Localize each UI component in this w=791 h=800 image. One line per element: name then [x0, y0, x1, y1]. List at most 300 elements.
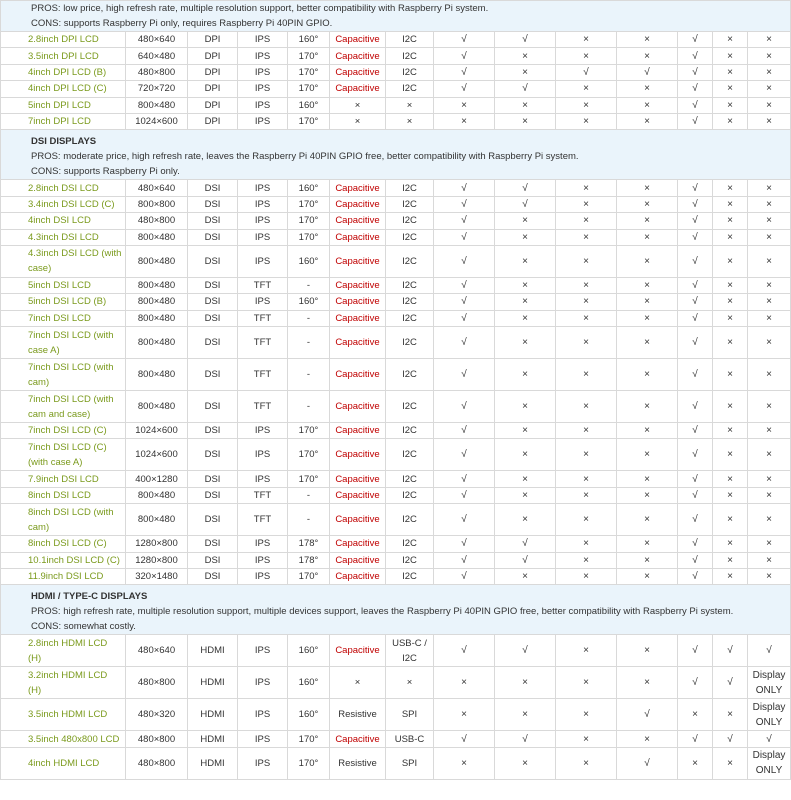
resolution-cell: 800×800 — [126, 196, 188, 212]
touch-interface-cell: I2C — [386, 32, 434, 48]
resolution-cell: 800×480 — [126, 487, 188, 503]
viewing-angle-cell: 170° — [288, 64, 330, 80]
support-mark-cell: √ — [434, 423, 495, 439]
interface-cell: DSI — [188, 196, 238, 212]
support-mark-cell: × — [617, 423, 678, 439]
interface-cell: DSI — [188, 180, 238, 196]
support-mark-cell: √ — [434, 180, 495, 196]
resolution-cell: 1024×600 — [126, 439, 188, 471]
product-link[interactable]: 4inch DPI LCD (B) — [1, 64, 126, 80]
support-mark-cell: × — [495, 277, 556, 293]
dpi-rows — [1, 32, 791, 130]
panel-type-cell: TFT — [238, 327, 288, 359]
product-link[interactable]: 10.1inch DSI LCD (C) — [1, 552, 126, 568]
support-mark-cell: √ — [434, 327, 495, 359]
touch-interface-cell: × — [386, 97, 434, 113]
product-link[interactable]: 4inch DSI LCD — [1, 213, 126, 229]
support-mark-cell: √ — [678, 635, 713, 667]
support-mark-cell: × — [617, 294, 678, 310]
support-mark-cell: × — [556, 180, 617, 196]
product-link[interactable]: 7inch DSI LCD (with cam and case) — [1, 391, 126, 423]
touch-interface-cell: I2C — [386, 391, 434, 423]
product-link[interactable]: 4.3inch DSI LCD (with case) — [1, 245, 126, 277]
resolution-cell: 320×1480 — [126, 569, 188, 585]
support-mark-cell: × — [617, 504, 678, 536]
support-mark-cell: × — [495, 294, 556, 310]
support-mark-cell: √ — [678, 310, 713, 326]
support-mark-cell: × — [495, 667, 556, 699]
product-link[interactable]: 3.5inch 480x800 LCD — [1, 731, 126, 747]
touch-type-cell: Capacitive — [330, 48, 386, 64]
support-mark-cell: × — [713, 180, 748, 196]
support-mark-cell: × — [556, 113, 617, 129]
support-mark-cell: √ — [434, 487, 495, 503]
viewing-angle-cell: - — [288, 277, 330, 293]
interface-cell: DSI — [188, 439, 238, 471]
table-row — [1, 213, 791, 229]
support-mark-cell: × — [748, 327, 791, 359]
interface-cell: DSI — [188, 569, 238, 585]
support-mark-cell: × — [713, 196, 748, 212]
product-link[interactable]: 4inch HDMI LCD — [1, 747, 126, 779]
interface-cell: DPI — [188, 81, 238, 97]
support-mark-cell: × — [617, 48, 678, 64]
viewing-angle-cell: 170° — [288, 213, 330, 229]
support-mark-cell: √ — [678, 213, 713, 229]
support-mark-cell: × — [556, 569, 617, 585]
support-mark-cell: × — [713, 310, 748, 326]
product-link[interactable]: 7inch DSI LCD (C) — [1, 423, 126, 439]
support-mark-cell: × — [748, 294, 791, 310]
support-mark-cell: √ — [678, 327, 713, 359]
touch-type-cell: × — [330, 113, 386, 129]
support-mark-cell: √ — [495, 635, 556, 667]
support-mark-cell: × — [678, 747, 713, 779]
support-mark-cell: × — [556, 48, 617, 64]
support-mark-cell: √ — [434, 552, 495, 568]
support-mark-cell: × — [617, 731, 678, 747]
interface-cell: DSI — [188, 229, 238, 245]
table-row — [1, 536, 791, 552]
touch-interface-cell: I2C — [386, 439, 434, 471]
panel-type-cell: IPS — [238, 196, 288, 212]
support-mark-cell: √ — [678, 113, 713, 129]
hdmi-rows — [1, 635, 791, 779]
support-mark-cell: √ — [434, 32, 495, 48]
interface-cell: HDMI — [188, 731, 238, 747]
support-mark-cell: √ — [678, 552, 713, 568]
viewing-angle-cell: - — [288, 487, 330, 503]
touch-type-cell: Capacitive — [330, 327, 386, 359]
support-mark-cell: × — [713, 64, 748, 80]
support-mark-cell: × — [495, 64, 556, 80]
touch-interface-cell: I2C — [386, 504, 434, 536]
support-mark-cell: √ — [434, 310, 495, 326]
table-row — [1, 747, 791, 779]
panel-type-cell: IPS — [238, 667, 288, 699]
support-mark-cell: × — [748, 391, 791, 423]
viewing-angle-cell: 170° — [288, 731, 330, 747]
viewing-angle-cell: 170° — [288, 229, 330, 245]
resolution-cell: 480×320 — [126, 699, 188, 731]
support-mark-cell: √ — [434, 213, 495, 229]
support-mark-cell: × — [748, 229, 791, 245]
table-row — [1, 113, 791, 129]
panel-type-cell: TFT — [238, 391, 288, 423]
panel-type-cell: IPS — [238, 423, 288, 439]
resolution-cell: 480×640 — [126, 32, 188, 48]
support-mark-cell: √ — [678, 245, 713, 277]
product-link[interactable]: 5inch DSI LCD (B) — [1, 294, 126, 310]
resolution-cell: 480×800 — [126, 731, 188, 747]
touch-interface-cell: SPI — [386, 747, 434, 779]
interface-cell: DSI — [188, 213, 238, 229]
product-link[interactable]: 8inch DSI LCD — [1, 487, 126, 503]
support-mark-cell: × — [495, 213, 556, 229]
support-mark-cell: × — [556, 552, 617, 568]
support-mark-cell: × — [713, 81, 748, 97]
touch-type-cell: Capacitive — [330, 32, 386, 48]
support-mark-cell: √ — [495, 81, 556, 97]
support-mark-cell: × — [713, 229, 748, 245]
product-link[interactable]: 2.8inch DSI LCD — [1, 180, 126, 196]
support-mark-cell: × — [617, 32, 678, 48]
resolution-cell: 1024×600 — [126, 423, 188, 439]
resolution-cell: 800×480 — [126, 391, 188, 423]
support-mark-cell: × — [748, 277, 791, 293]
panel-type-cell: TFT — [238, 277, 288, 293]
resolution-cell: 400×1280 — [126, 471, 188, 487]
support-mark-cell: √ — [678, 487, 713, 503]
resolution-cell: 640×480 — [126, 48, 188, 64]
panel-type-cell: IPS — [238, 439, 288, 471]
table-row — [1, 196, 791, 212]
support-mark-cell: × — [748, 439, 791, 471]
table-row — [1, 48, 791, 64]
product-link[interactable]: 7inch DPI LCD — [1, 113, 126, 129]
support-mark-cell: × — [713, 699, 748, 731]
viewing-angle-cell: 170° — [288, 439, 330, 471]
support-mark-cell: × — [556, 32, 617, 48]
support-mark-cell: × — [556, 294, 617, 310]
support-mark-cell: √ — [678, 439, 713, 471]
support-mark-cell: × — [748, 310, 791, 326]
support-mark-cell: √ — [434, 294, 495, 310]
touch-type-cell: Capacitive — [330, 180, 386, 196]
dpi-cons: CONS: supports Raspberry Pi only, requires Raspberry Pi 40PIN GPIO. — [31, 18, 333, 29]
support-mark-cell: √ — [678, 471, 713, 487]
support-mark-cell: × — [748, 423, 791, 439]
support-mark-cell: √ — [495, 180, 556, 196]
product-link[interactable]: 7inch DSI LCD (with cam) — [1, 359, 126, 391]
support-mark-cell: × — [748, 359, 791, 391]
support-mark-cell: × — [617, 536, 678, 552]
viewing-angle-cell: 160° — [288, 245, 330, 277]
touch-interface-cell: USB-C / I2C — [386, 635, 434, 667]
support-mark-cell: × — [617, 569, 678, 585]
interface-cell: DPI — [188, 64, 238, 80]
panel-type-cell: IPS — [238, 97, 288, 113]
hdmi-section-header — [1, 585, 791, 635]
touch-type-cell: Capacitive — [330, 196, 386, 212]
support-mark-cell: × — [713, 359, 748, 391]
support-mark-cell: √ — [434, 359, 495, 391]
support-mark-cell: × — [748, 569, 791, 585]
product-link[interactable]: 3.5inch DPI LCD — [1, 48, 126, 64]
product-link[interactable]: 7inch DSI LCD — [1, 310, 126, 326]
resolution-cell: 720×720 — [126, 81, 188, 97]
viewing-angle-cell: 160° — [288, 180, 330, 196]
support-mark-cell: × — [556, 327, 617, 359]
support-mark-cell: √ — [495, 196, 556, 212]
table-row — [1, 81, 791, 97]
support-mark-cell: √ — [678, 391, 713, 423]
interface-cell: DSI — [188, 391, 238, 423]
table-row — [1, 32, 791, 48]
interface-cell: DSI — [188, 310, 238, 326]
support-mark-cell: × — [495, 487, 556, 503]
viewing-angle-cell: 170° — [288, 113, 330, 129]
table-row — [1, 635, 791, 667]
product-link[interactable]: 8inch DSI LCD (with cam) — [1, 504, 126, 536]
support-mark-cell: √ — [678, 504, 713, 536]
support-mark-cell: √ — [678, 180, 713, 196]
support-mark-cell: × — [713, 504, 748, 536]
touch-type-cell: Capacitive — [330, 471, 386, 487]
panel-type-cell: TFT — [238, 310, 288, 326]
viewing-angle-cell: 160° — [288, 667, 330, 699]
touch-interface-cell: I2C — [386, 48, 434, 64]
support-mark-cell: × — [617, 359, 678, 391]
panel-type-cell: IPS — [238, 229, 288, 245]
resolution-cell: 480×800 — [126, 747, 188, 779]
hdmi-section-title: HDMI / TYPE-C DISPLAYS — [31, 591, 148, 603]
support-mark-cell: × — [495, 327, 556, 359]
support-mark-cell: × — [495, 423, 556, 439]
support-mark-cell: × — [713, 113, 748, 129]
product-link[interactable]: 11.9inch DSI LCD — [1, 569, 126, 585]
touch-interface-cell: I2C — [386, 64, 434, 80]
support-mark-cell: × — [748, 81, 791, 97]
support-mark-cell: √ — [434, 48, 495, 64]
interface-cell: DSI — [188, 327, 238, 359]
viewing-angle-cell: 170° — [288, 471, 330, 487]
support-mark-cell: × — [748, 32, 791, 48]
touch-type-cell: × — [330, 667, 386, 699]
interface-cell: DSI — [188, 423, 238, 439]
support-mark-cell: × — [556, 391, 617, 423]
support-mark-cell: × — [713, 471, 748, 487]
panel-type-cell: TFT — [238, 359, 288, 391]
support-mark-cell: √ — [678, 277, 713, 293]
touch-type-cell: Capacitive — [330, 310, 386, 326]
table-row — [1, 391, 791, 423]
table-row — [1, 180, 791, 196]
resolution-cell: 800×480 — [126, 310, 188, 326]
support-mark-cell: √ — [748, 731, 791, 747]
support-mark-cell: × — [617, 113, 678, 129]
support-mark-cell: √ — [434, 504, 495, 536]
support-mark-cell: × — [556, 536, 617, 552]
support-mark-cell: × — [556, 213, 617, 229]
panel-type-cell: IPS — [238, 64, 288, 80]
panel-type-cell: IPS — [238, 245, 288, 277]
product-link[interactable]: 8inch DSI LCD (C) — [1, 536, 126, 552]
touch-interface-cell: I2C — [386, 196, 434, 212]
product-link[interactable]: 3.4inch DSI LCD (C) — [1, 196, 126, 212]
touch-type-cell: Capacitive — [330, 64, 386, 80]
support-mark-cell: √ — [434, 81, 495, 97]
panel-type-cell: IPS — [238, 635, 288, 667]
touch-interface-cell: SPI — [386, 699, 434, 731]
touch-interface-cell: I2C — [386, 423, 434, 439]
support-mark-cell: √ — [678, 48, 713, 64]
product-link[interactable]: 2.8inch DPI LCD — [1, 32, 126, 48]
support-mark-cell: × — [556, 699, 617, 731]
viewing-angle-cell: 170° — [288, 48, 330, 64]
product-link[interactable]: 5inch DPI LCD — [1, 97, 126, 113]
support-mark-cell: × — [495, 504, 556, 536]
support-mark-cell: × — [748, 471, 791, 487]
support-mark-cell: √ — [434, 277, 495, 293]
dsi-cons: CONS: supports Raspberry Pi only. — [31, 166, 180, 178]
touch-type-cell: Capacitive — [330, 359, 386, 391]
support-mark-cell: √ — [678, 294, 713, 310]
touch-type-cell: Capacitive — [330, 229, 386, 245]
table-row — [1, 310, 791, 326]
support-mark-cell: × — [748, 64, 791, 80]
interface-cell: HDMI — [188, 747, 238, 779]
support-mark-cell: × — [495, 439, 556, 471]
interface-cell: DSI — [188, 359, 238, 391]
table-row — [1, 504, 791, 536]
panel-type-cell: IPS — [238, 747, 288, 779]
touch-interface-cell: I2C — [386, 229, 434, 245]
support-mark-cell: √ — [678, 667, 713, 699]
interface-cell: DSI — [188, 471, 238, 487]
panel-type-cell: IPS — [238, 32, 288, 48]
interface-cell: DSI — [188, 294, 238, 310]
table-row — [1, 245, 791, 277]
touch-interface-cell: × — [386, 667, 434, 699]
panel-type-cell: IPS — [238, 471, 288, 487]
support-mark-cell: √ — [434, 229, 495, 245]
support-mark-cell: × — [434, 699, 495, 731]
support-mark-cell: × — [748, 97, 791, 113]
support-mark-cell: √ — [678, 731, 713, 747]
product-link[interactable]: 7inch DSI LCD (C) (with case A) — [1, 439, 126, 471]
support-mark-cell: √ — [713, 667, 748, 699]
support-mark-cell: × — [713, 747, 748, 779]
panel-type-cell: IPS — [238, 81, 288, 97]
support-mark-cell: × — [556, 359, 617, 391]
viewing-angle-cell: - — [288, 359, 330, 391]
product-link[interactable]: 7.9inch DSI LCD — [1, 471, 126, 487]
support-mark-cell: √ — [748, 635, 791, 667]
product-link[interactable]: 4.3inch DSI LCD — [1, 229, 126, 245]
support-mark-cell: × — [495, 569, 556, 585]
support-mark-cell: × — [713, 32, 748, 48]
viewing-angle-cell: 170° — [288, 81, 330, 97]
panel-type-cell: IPS — [238, 294, 288, 310]
support-mark-cell: × — [617, 552, 678, 568]
product-link[interactable]: 3.5inch HDMI LCD — [1, 699, 126, 731]
table-row — [1, 439, 791, 471]
support-mark-cell: × — [713, 569, 748, 585]
hdmi-pros: PROS: high refresh rate, multiple resolution support, multiple devices support, leaves the Raspberry Pi 40PIN GPIO free, better compatibility with Raspberry Pi system. — [31, 606, 734, 618]
product-link[interactable]: 5inch DSI LCD — [1, 277, 126, 293]
support-mark-cell: × — [556, 439, 617, 471]
interface-cell: DPI — [188, 32, 238, 48]
resolution-cell: 480×800 — [126, 64, 188, 80]
touch-type-cell: Capacitive — [330, 439, 386, 471]
support-mark-cell: × — [678, 699, 713, 731]
support-mark-cell: × — [713, 391, 748, 423]
touch-type-cell: Capacitive — [330, 391, 386, 423]
table-row — [1, 97, 791, 113]
support-mark-cell: √ — [678, 229, 713, 245]
touch-type-cell: Capacitive — [330, 552, 386, 568]
table-row — [1, 277, 791, 293]
support-mark-cell: × — [617, 439, 678, 471]
resolution-cell: 480×640 — [126, 635, 188, 667]
viewing-angle-cell: - — [288, 504, 330, 536]
panel-type-cell: IPS — [238, 113, 288, 129]
touch-interface-cell: I2C — [386, 569, 434, 585]
touch-type-cell: Resistive — [330, 747, 386, 779]
product-link[interactable]: 4inch DPI LCD (C) — [1, 81, 126, 97]
support-mark-cell: × — [434, 747, 495, 779]
support-mark-cell: × — [495, 113, 556, 129]
support-mark-cell: √ — [678, 81, 713, 97]
support-mark-cell: × — [713, 48, 748, 64]
support-mark-cell: × — [556, 471, 617, 487]
touch-interface-cell: I2C — [386, 310, 434, 326]
touch-type-cell: Capacitive — [330, 569, 386, 585]
panel-type-cell: IPS — [238, 213, 288, 229]
support-mark-cell: × — [748, 504, 791, 536]
product-link[interactable]: 7inch DSI LCD (with case A) — [1, 327, 126, 359]
viewing-angle-cell: 170° — [288, 569, 330, 585]
viewing-angle-cell: - — [288, 327, 330, 359]
support-mark-cell: × — [713, 487, 748, 503]
resolution-cell: 800×480 — [126, 504, 188, 536]
support-mark-cell: × — [748, 245, 791, 277]
support-mark-cell: Display ONLY — [748, 699, 791, 731]
support-mark-cell: × — [617, 487, 678, 503]
panel-type-cell: IPS — [238, 180, 288, 196]
resolution-cell: 1280×800 — [126, 536, 188, 552]
resolution-cell: 1024×600 — [126, 113, 188, 129]
support-mark-cell: × — [556, 487, 617, 503]
viewing-angle-cell: 178° — [288, 536, 330, 552]
support-mark-cell: × — [617, 229, 678, 245]
resolution-cell: 800×480 — [126, 327, 188, 359]
touch-type-cell: Capacitive — [330, 294, 386, 310]
support-mark-cell: × — [495, 747, 556, 779]
product-link[interactable]: 3.2inch HDMI LCD (H) — [1, 667, 126, 699]
viewing-angle-cell: - — [288, 391, 330, 423]
product-link[interactable]: 2.8inch HDMI LCD (H) — [1, 635, 126, 667]
support-mark-cell: × — [495, 471, 556, 487]
support-mark-cell: × — [495, 359, 556, 391]
resolution-cell: 480×640 — [126, 180, 188, 196]
panel-type-cell: IPS — [238, 552, 288, 568]
dsi-section-title: DSI DISPLAYS — [31, 136, 97, 148]
table-row — [1, 359, 791, 391]
touch-type-cell: Capacitive — [330, 536, 386, 552]
touch-interface-cell: I2C — [386, 180, 434, 196]
